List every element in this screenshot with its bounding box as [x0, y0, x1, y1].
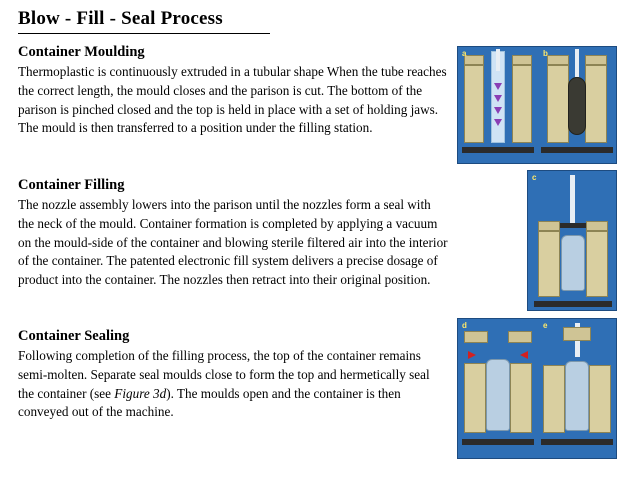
- flow-arrow-icon: [494, 83, 502, 90]
- section-body-sealing: [18, 347, 448, 422]
- section-heading-sealing: Container Sealing: [18, 328, 130, 344]
- figure-reference: Figure 3d: [114, 385, 167, 401]
- section-heading-filling: Container Filling: [18, 177, 125, 193]
- extruder-rod: [575, 49, 579, 77]
- mould-half-right: [512, 65, 532, 143]
- mould-half-right: [585, 65, 607, 143]
- flow-arrow-icon: [494, 95, 502, 102]
- machine-base: [534, 301, 612, 307]
- figure-moulding: [457, 46, 617, 164]
- section-heading-moulding: Container Moulding: [18, 44, 145, 60]
- seal-arrow-icon: [520, 351, 528, 359]
- mould-half-left: [538, 231, 560, 297]
- figure-sealing: [457, 318, 617, 459]
- mould-half-left: [547, 65, 569, 143]
- jaw-right: [585, 55, 607, 65]
- section-container-filling: [18, 176, 448, 290]
- title-divider: [18, 33, 270, 34]
- section-body-filling: The nozzle assembly lowers into the parison until the nozzles form a seal with the neck of the mould. Container formation is completed by applying a vacuum on the mould-side of the container and blowing sterile filtered air into the interior of the container. The patented electronic fill system delivers a precise dosage of product into the container. The nozzles then retract into their original position.: [18, 197, 448, 288]
- nozzle-head: [558, 223, 588, 228]
- seal-mould-left: [464, 331, 488, 343]
- mould-half-left: [464, 65, 484, 143]
- panel-label-e: e: [543, 321, 548, 330]
- container-filling: [561, 235, 585, 291]
- jaw-right: [512, 55, 532, 65]
- panel-label-d: d: [462, 321, 467, 330]
- jaw-left: [547, 55, 569, 65]
- parison-closed: [568, 77, 586, 135]
- sealing-text-part1: Following completion of the filling process, the top of the container remains semi-molten. Separate seal moulds close to form the top and hermetically seal the container (see: [18, 348, 430, 401]
- container-finished: [565, 361, 589, 431]
- page-title: Blow - Fill - Seal Process: [18, 8, 223, 29]
- mould-half-right: [510, 363, 532, 433]
- machine-base: [541, 147, 613, 153]
- figure-panel-a: [458, 47, 538, 163]
- machine-base: [462, 147, 534, 153]
- jaw-right: [586, 221, 608, 231]
- nozzle-assembly: [570, 175, 575, 227]
- jaw-left: [464, 55, 484, 65]
- mould-half-left: [543, 365, 565, 433]
- panel-label-c: c: [532, 173, 537, 182]
- panel-label-a: a: [462, 49, 467, 58]
- seal-mould-top: [563, 327, 591, 341]
- section-container-moulding: [18, 43, 448, 138]
- mould-half-right: [589, 365, 611, 433]
- machine-base: [462, 439, 534, 445]
- panel-label-b: b: [543, 49, 548, 58]
- section-container-sealing: [18, 327, 448, 422]
- machine-base: [541, 439, 613, 445]
- seal-arrow-icon: [468, 351, 476, 359]
- section-body-moulding: Thermoplastic is continuously extruded in a tubular shape When the tube reaches the correct length, the mould closes and the parison is cut. The bottom of the parison is pinched closed and the top is held in place with a set of holding jaws. The mould is then transferred to a position under the filling station.: [18, 64, 447, 136]
- seal-mould-right: [508, 331, 532, 343]
- figure-panel-b: [537, 47, 616, 163]
- extruder-rod: [496, 49, 500, 71]
- mould-half-left: [464, 363, 486, 433]
- flow-arrow-icon: [494, 107, 502, 114]
- flow-arrow-icon: [494, 119, 502, 126]
- figure-panel-e: [537, 319, 616, 458]
- figure-filling: [527, 170, 617, 311]
- container-sealed: [486, 359, 510, 431]
- jaw-left: [538, 221, 560, 231]
- mould-half-right: [586, 231, 608, 297]
- sealing-text-part2: ). The moulds open and the container is then conveyed out of the machine.: [18, 385, 401, 420]
- figure-panel-d: [458, 319, 538, 458]
